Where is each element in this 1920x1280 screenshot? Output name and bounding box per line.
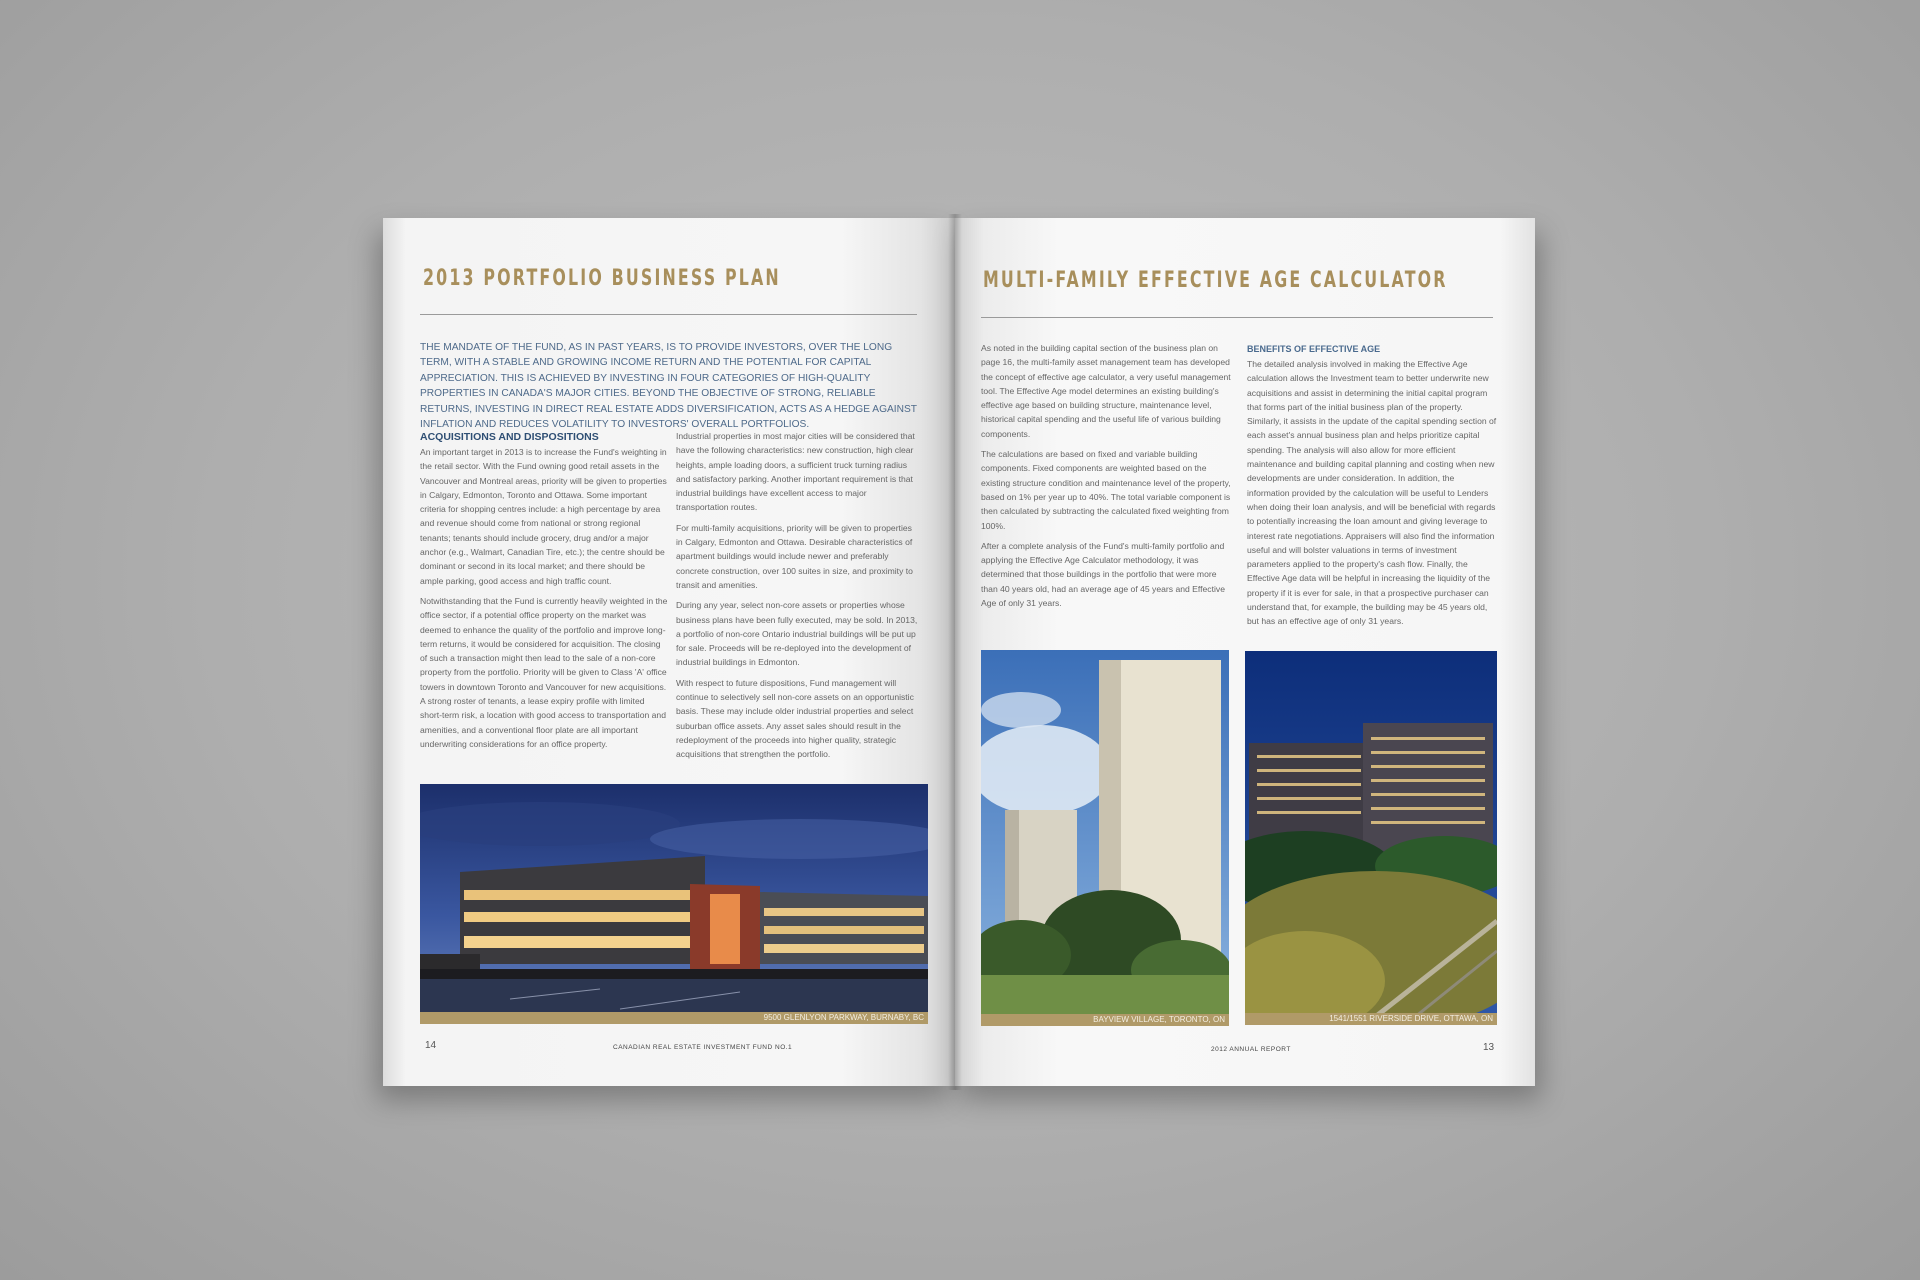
left-footer: CANADIAN REAL ESTATE INVESTMENT FUND NO.1 (613, 1044, 793, 1051)
photo-caption: BAYVIEW VILLAGE, TORONTO, ON (1093, 1015, 1225, 1024)
right-page (955, 218, 1535, 1086)
retail-paragraph: An important target in 2013 is to increase the Fund's weighting in the retail sector. With the Fund owning good retail assets in the Vancouver and Montreal areas, priority will be given to properties in Calgary, Edmonton, Toronto and Ottawa. Some important criteria for shopping centres include: a high percentage by area and revenue should come from national or strong regional tenants; tenants should include grocery, drug and/or a major anchor (e.g., Walmart, Canadian Tire, etc.); the centre should be dominant or second in its local market; and there should be ample parking, good access and high traffic count. (420, 447, 667, 586)
left-page (383, 218, 955, 1086)
mandate-lead-paragraph: THE MANDATE OF THE FUND, AS IN PAST YEARS, IS TO PROVIDE INVESTORS, OVER THE LONG TERM, WITH A STABLE AND GROWING INCOME RETURN AND THE POTENTIAL FOR CAPITAL APPRECIATION. THIS IS ACHIEVED BY INVESTING IN FOUR CATEGORIES OF HIGH-QUALITY PROPERTIES IN CANADA'S MAJOR CITIES. BEYOND THE OBJECTIVE OF STRONG, RELIABLE RETURNS, INVESTING IN DIRECT REAL ESTATE ADDS DIVERSIFICATION, ACTS AS A HEDGE AGAINST INFLATION AND REDUCES VOLATILITY TO INVESTORS' OVERALL PORTFOLIOS. (420, 342, 917, 431)
right-column-1 (981, 341, 1231, 616)
bayview-village-image (981, 650, 1229, 1026)
riverside-drive-image (1245, 651, 1497, 1025)
book-spine (948, 214, 962, 1090)
benefits-heading: BENEFITS OF EFFECTIVE AGE (1247, 344, 1381, 354)
dispositions-paragraph: With respect to future dispositions, Fund management will continue to selectively sell non-core assets on an opportunistic basis. These may include older industrial properties and select suburban office assets. Any asset sales should result in the redeployment of the proceeds into higher quality, strategic acquisitions that strengthen the portfolio. (676, 677, 914, 760)
photo-caption: 1541/1551 RIVERSIDE DRIVE, OTTAWA, ON (1329, 1014, 1493, 1023)
calculation-paragraph: The calculations are based on fixed and variable building components. Fixed components are weighted based on the existing structure condition and maintenance level of the property, based on 1% per year up to 40%. The total variable component is then calculated by subtracting the calculated fixed weighting from 100%. (981, 449, 1231, 531)
analysis-paragraph: After a complete analysis of the Fund's multi-family portfolio and applying the Effective Age Calculator methodology, it was determined that those buildings in the portfolio that were more than 40 years old, had an average age of 45 years and Effective Age of only 31 years. (981, 540, 1225, 609)
left-column-2 (676, 429, 920, 768)
effective-age-intro-paragraph: As noted in the building capital section of the business plan on page 16, the multi-family asset management team has developed the concept of effective age calculator, a very useful management tool. The Effective Age model determines an existing building's effective age based on building structure, maintenance level, historical capital spending and the useful life of various building components. (981, 343, 1231, 439)
page-number-left: 14 (425, 1040, 437, 1051)
non-core-paragraph: During any year, select non-core assets or properties whose business plans have been fully executed, may be sold. In 2013, a portfolio of non-core Ontario industrial buildings will be put up for sale. Proceeds will be re-deployed into the development of industrial buildings in Edmonton. (676, 600, 918, 668)
riverside-drive-photo (1245, 651, 1497, 1025)
benefits-paragraph: The detailed analysis involved in making the Effective Age calculation allows the Investment team to better underwrite new acquisitions and assist in determining the initial capital program that forms part of the initial business plan of the property. Similarly, it assists in the update of the capital spending section of each asset's annual business plan and helps prioritize capital spending. The analysis will also allow for more efficient maintenance and building capital planning and costing when new developments are under consideration. In addition, the information provided by the calculation will be useful to Lenders when doing their loan analysis, and will be beneficial with regards to potentially increasing the loan amount and giving leverage to interest rate negotiations. Appraisers will also find the information useful and will bolster valuations in terms of investment parameters applied to the property's cash flow. Finally, the Effective Age data will be helpful in increasing the liquidity of the property if it is ever for sale, in that a prospective purchaser can understand that, for example, the building may be 45 years old, but has an effective age of only 31 years. (1247, 359, 1497, 627)
right-column-2 (1247, 357, 1497, 635)
page-number-right: 13 (1483, 1042, 1495, 1053)
office-building-image (420, 784, 928, 1024)
office-paragraph: Notwithstanding that the Fund is currently heavily weighted in the office sector, if a potential office property on the market was deemed to enhance the quality of the portfolio and improve long-term returns, it would be considered for acquisition. The closing of such a transaction might then lead to the sale of a non-core property from the portfolio. Priority will be given to Class 'A' office towers in downtown Toronto and Vancouver for new acquisitions. A strong roster of tenants, a lease expiry profile with limited short-term risk, a location with good access to transportation and amenities, and a conventional floor plate are all important underwriting considerations for an office property. (420, 595, 668, 749)
right-page-title: MULTI-FAMILY EFFECTIVE AGE CALCULATOR (983, 268, 1448, 293)
office-building-photo (420, 784, 928, 1024)
title-divider (981, 317, 1493, 318)
multi-family-paragraph: For multi-family acquisitions, priority will be given to properties in Calgary, Edmonton and Ottawa. Desirable characteristics of apartment buildings would include newer and preferably concrete construction, over 100 suites in size, and proximity to transit and amenities. (676, 522, 913, 590)
photo-caption: 9500 GLENLYON PARKWAY, BURNABY, BC (763, 1013, 924, 1022)
left-page-title: 2013 PORTFOLIO BUSINESS PLAN (423, 266, 781, 291)
left-column-1 (420, 445, 668, 757)
bayview-village-photo (981, 650, 1229, 1026)
acquisitions-heading: ACQUISITIONS AND DISPOSITIONS (420, 431, 599, 443)
right-footer: 2012 ANNUAL REPORT (1211, 1046, 1291, 1053)
industrial-paragraph: Industrial properties in most major cities will be considered that have the following characteristics: new construction, high clear heights, ample loading doors, a sufficient truck turning radius and satisfactory parking. Another important requirement is that industrial buildings have excellent access to major transportation routes. (676, 431, 915, 513)
title-divider (420, 314, 917, 315)
